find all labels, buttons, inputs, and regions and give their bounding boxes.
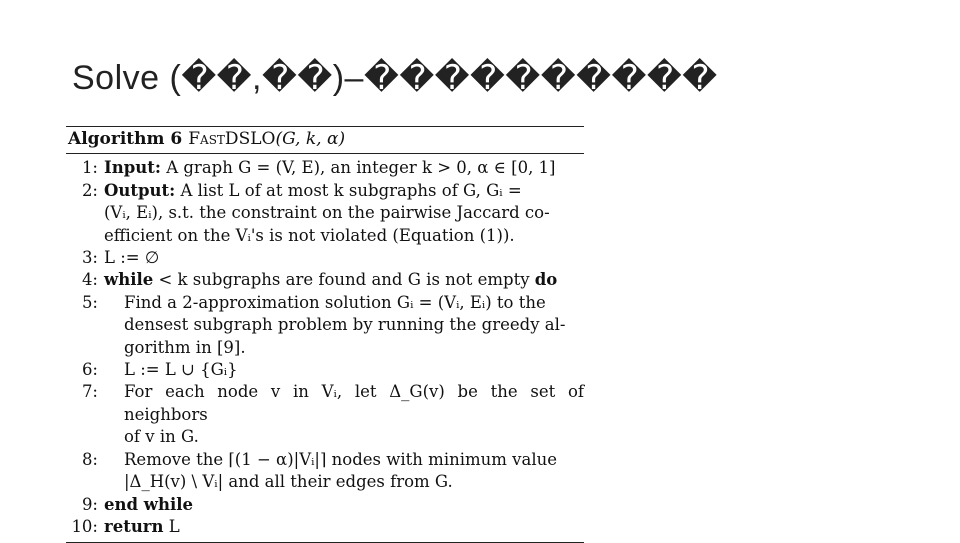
- algo-line: [66, 269, 584, 291]
- algo-line: [66, 494, 584, 516]
- algorithm-lines: [66, 154, 584, 538]
- line-number: 8:: [81, 449, 98, 469]
- line-number: 6:: [81, 360, 98, 380]
- algo-line: [66, 381, 584, 426]
- algo-line: [66, 516, 584, 538]
- algo-line-continuation: [66, 426, 584, 448]
- algo-line: [66, 180, 584, 202]
- line-text: densest subgraph problem by running the greedy al-: [124, 315, 566, 335]
- line-text: |Δ_H(v) \ Vᵢ| and all their edges from G.: [124, 472, 453, 492]
- algo-line: [66, 449, 584, 471]
- line-number: 2:: [81, 180, 98, 200]
- algorithm-name: FastDSLO: [188, 129, 276, 149]
- algo-line-continuation: [66, 471, 584, 493]
- line-number: 9:: [81, 494, 98, 514]
- line-text: of v in G.: [124, 427, 199, 447]
- line-number: 4:: [81, 270, 98, 290]
- keyword-output: Output:: [104, 180, 176, 200]
- algo-line-continuation: [66, 225, 584, 247]
- keyword-end-while: end while: [104, 494, 194, 514]
- algo-line: [66, 157, 584, 179]
- line-text: Remove the ⌈(1 − α)|Vᵢ|⌉ nodes with minimum value: [124, 449, 557, 469]
- line-text: A graph G = (V, E), an integer k > 0, α ∈ [0, 1]: [160, 158, 556, 178]
- algo-line: [66, 247, 584, 269]
- algo-line: [66, 292, 584, 314]
- algo-line: [66, 359, 584, 381]
- line-text: L := ∅: [104, 248, 160, 268]
- line-number: 3:: [81, 248, 98, 268]
- algo-line-continuation: [66, 337, 584, 359]
- line-text: A list L of at most k subgraphs of G, Gᵢ =: [175, 180, 522, 200]
- slide-title: Solve (��,��)–����������: [72, 59, 718, 97]
- keyword-while: while: [104, 270, 154, 290]
- line-text: For each node v in Vᵢ, let Δ_G(v) be the set of neighbors: [124, 382, 584, 424]
- keyword-input: Input:: [104, 158, 161, 178]
- line-text: Find a 2-approximation solution Gᵢ = (Vᵢ, Eᵢ) to the: [124, 292, 546, 312]
- algo-line-continuation: [66, 202, 584, 224]
- line-text: L := L ∪ {Gᵢ}: [124, 360, 238, 380]
- algorithm-box: [66, 126, 584, 543]
- line-text: L: [163, 516, 180, 536]
- algorithm-args: (G, k, α): [275, 129, 346, 149]
- line-number: 5:: [81, 292, 98, 312]
- line-text: gorithm in [9].: [124, 337, 246, 357]
- algorithm-label: Algorithm 6: [68, 129, 183, 149]
- line-text: < k subgraphs are found and G is not empty: [153, 270, 535, 290]
- line-number: 1:: [81, 158, 98, 178]
- line-text: efficient on the Vᵢ's is not violated (Equation (1)).: [104, 225, 515, 245]
- line-text: (Vᵢ, Eᵢ), s.t. the constraint on the pairwise Jaccard co-: [104, 203, 550, 223]
- line-number: 10:: [71, 516, 98, 536]
- line-number: 7:: [81, 382, 98, 402]
- algorithm-header: [66, 127, 584, 153]
- algo-line-continuation: [66, 314, 584, 336]
- keyword-do: do: [534, 270, 558, 290]
- keyword-return: return: [104, 516, 164, 536]
